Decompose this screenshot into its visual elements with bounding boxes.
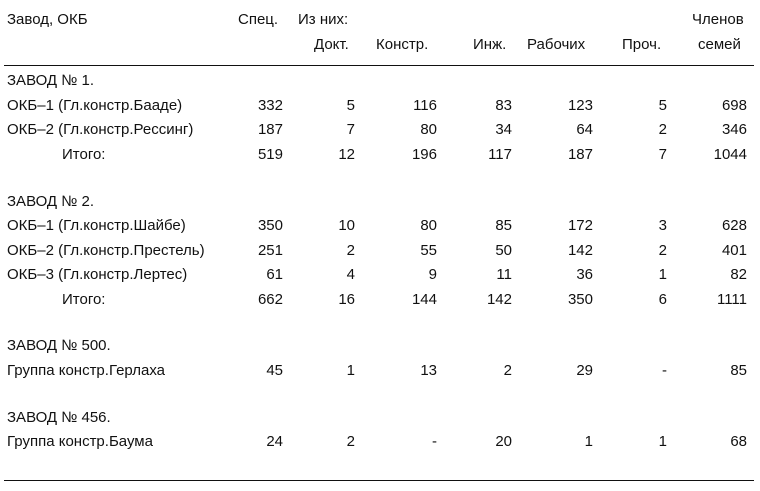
- cell-other: 1: [658, 266, 667, 283]
- cell-workers: 172: [567, 217, 593, 234]
- cell-engineers: 50: [495, 242, 512, 259]
- cell-workers: 36: [576, 266, 593, 283]
- cell-workers: 350: [567, 291, 593, 308]
- cell-specialists: 251: [257, 242, 283, 259]
- cell-family: 401: [721, 242, 747, 259]
- cell-doctors: 7: [346, 121, 355, 138]
- cell-specialists: 45: [266, 362, 283, 379]
- cell-doctors: 16: [338, 291, 355, 308]
- cell-specialists: 61: [266, 266, 283, 283]
- cell-designers: -: [432, 433, 437, 450]
- row-name: ОКБ–1 (Гл.констр.Бааде): [7, 97, 183, 114]
- cell-family: 85: [730, 362, 747, 379]
- cell-designers: 80: [420, 217, 437, 234]
- section-title: ЗАВОД № 456.: [7, 409, 111, 426]
- cell-other: 2: [658, 242, 667, 259]
- cell-designers: 80: [420, 121, 437, 138]
- cell-doctors: 4: [346, 266, 355, 283]
- cell-workers: 1: [584, 433, 593, 450]
- cell-workers: 123: [567, 97, 593, 114]
- cell-engineers: 20: [495, 433, 512, 450]
- section-title: ЗАВОД № 1.: [7, 72, 95, 89]
- section-title: ЗАВОД № 500.: [7, 337, 111, 354]
- cell-workers: 64: [576, 121, 593, 138]
- cell-other: 1: [658, 433, 667, 450]
- section-title: ЗАВОД № 2.: [7, 193, 95, 210]
- cell-specialists: 187: [257, 121, 283, 138]
- header-other: Проч.: [622, 36, 662, 53]
- header-engineers: Инж.: [473, 36, 507, 53]
- total-row-label: Итого:: [62, 146, 106, 163]
- header-rule: [4, 65, 754, 66]
- cell-designers: 196: [411, 146, 437, 163]
- cell-specialists: 519: [257, 146, 283, 163]
- header-doctors: Докт.: [314, 36, 349, 53]
- cell-designers: 116: [413, 97, 437, 114]
- header-family-members-line1: Членов: [692, 11, 744, 28]
- row-name: ОКБ–2 (Гл.констр.Престель): [7, 242, 205, 259]
- cell-designers: 9: [428, 266, 437, 283]
- header-family-members-line2: семей: [698, 36, 741, 53]
- header-specialists: Спец.: [238, 11, 279, 28]
- cell-other: 5: [658, 97, 667, 114]
- cell-other: 7: [658, 146, 667, 163]
- cell-doctors: 1: [346, 362, 355, 379]
- cell-workers: 142: [567, 242, 593, 259]
- cell-engineers: 142: [486, 291, 512, 308]
- cell-doctors: 10: [338, 217, 355, 234]
- row-name: ОКБ–3 (Гл.констр.Лертес): [7, 266, 188, 283]
- cell-other: -: [662, 362, 667, 379]
- cell-specialists: 24: [266, 433, 283, 450]
- bottom-rule: [4, 480, 754, 481]
- cell-designers: 55: [420, 242, 437, 259]
- cell-designers: 13: [420, 362, 437, 379]
- cell-family: 698: [721, 97, 747, 114]
- cell-other: 6: [658, 291, 667, 308]
- cell-other: 3: [658, 217, 667, 234]
- cell-family: 1111: [716, 291, 747, 308]
- header-designers: Констр.: [376, 36, 429, 53]
- row-name: Группа констр.Герлаха: [7, 362, 166, 379]
- cell-family: 346: [721, 121, 747, 138]
- cell-engineers: 11: [496, 266, 512, 283]
- cell-family: 82: [730, 266, 747, 283]
- cell-doctors: 2: [346, 242, 355, 259]
- cell-family: 1044: [713, 146, 747, 163]
- cell-specialists: 662: [257, 291, 283, 308]
- cell-engineers: 34: [495, 121, 512, 138]
- cell-designers: 144: [411, 291, 437, 308]
- total-row-label: Итого:: [62, 291, 106, 308]
- cell-doctors: 12: [338, 146, 355, 163]
- cell-doctors: 5: [346, 97, 355, 114]
- cell-doctors: 2: [346, 433, 355, 450]
- row-name: ОКБ–1 (Гл.констр.Шайбе): [7, 217, 186, 234]
- cell-engineers: 117: [488, 146, 512, 163]
- cell-workers: 29: [576, 362, 593, 379]
- cell-engineers: 85: [495, 217, 512, 234]
- cell-engineers: 2: [503, 362, 512, 379]
- header-of-which: Из них:: [298, 11, 349, 28]
- cell-other: 2: [658, 121, 667, 138]
- header-workers: Рабочих: [527, 36, 586, 53]
- cell-engineers: 83: [495, 97, 512, 114]
- cell-family: 628: [721, 217, 747, 234]
- row-name: ОКБ–2 (Гл.констр.Рессинг): [7, 121, 194, 138]
- cell-specialists: 332: [257, 97, 283, 114]
- cell-workers: 187: [567, 146, 593, 163]
- header-plant-design-bureau: Завод, ОКБ: [7, 11, 88, 28]
- cell-family: 68: [730, 433, 747, 450]
- cell-specialists: 350: [257, 217, 283, 234]
- row-name: Группа констр.Баума: [7, 433, 153, 450]
